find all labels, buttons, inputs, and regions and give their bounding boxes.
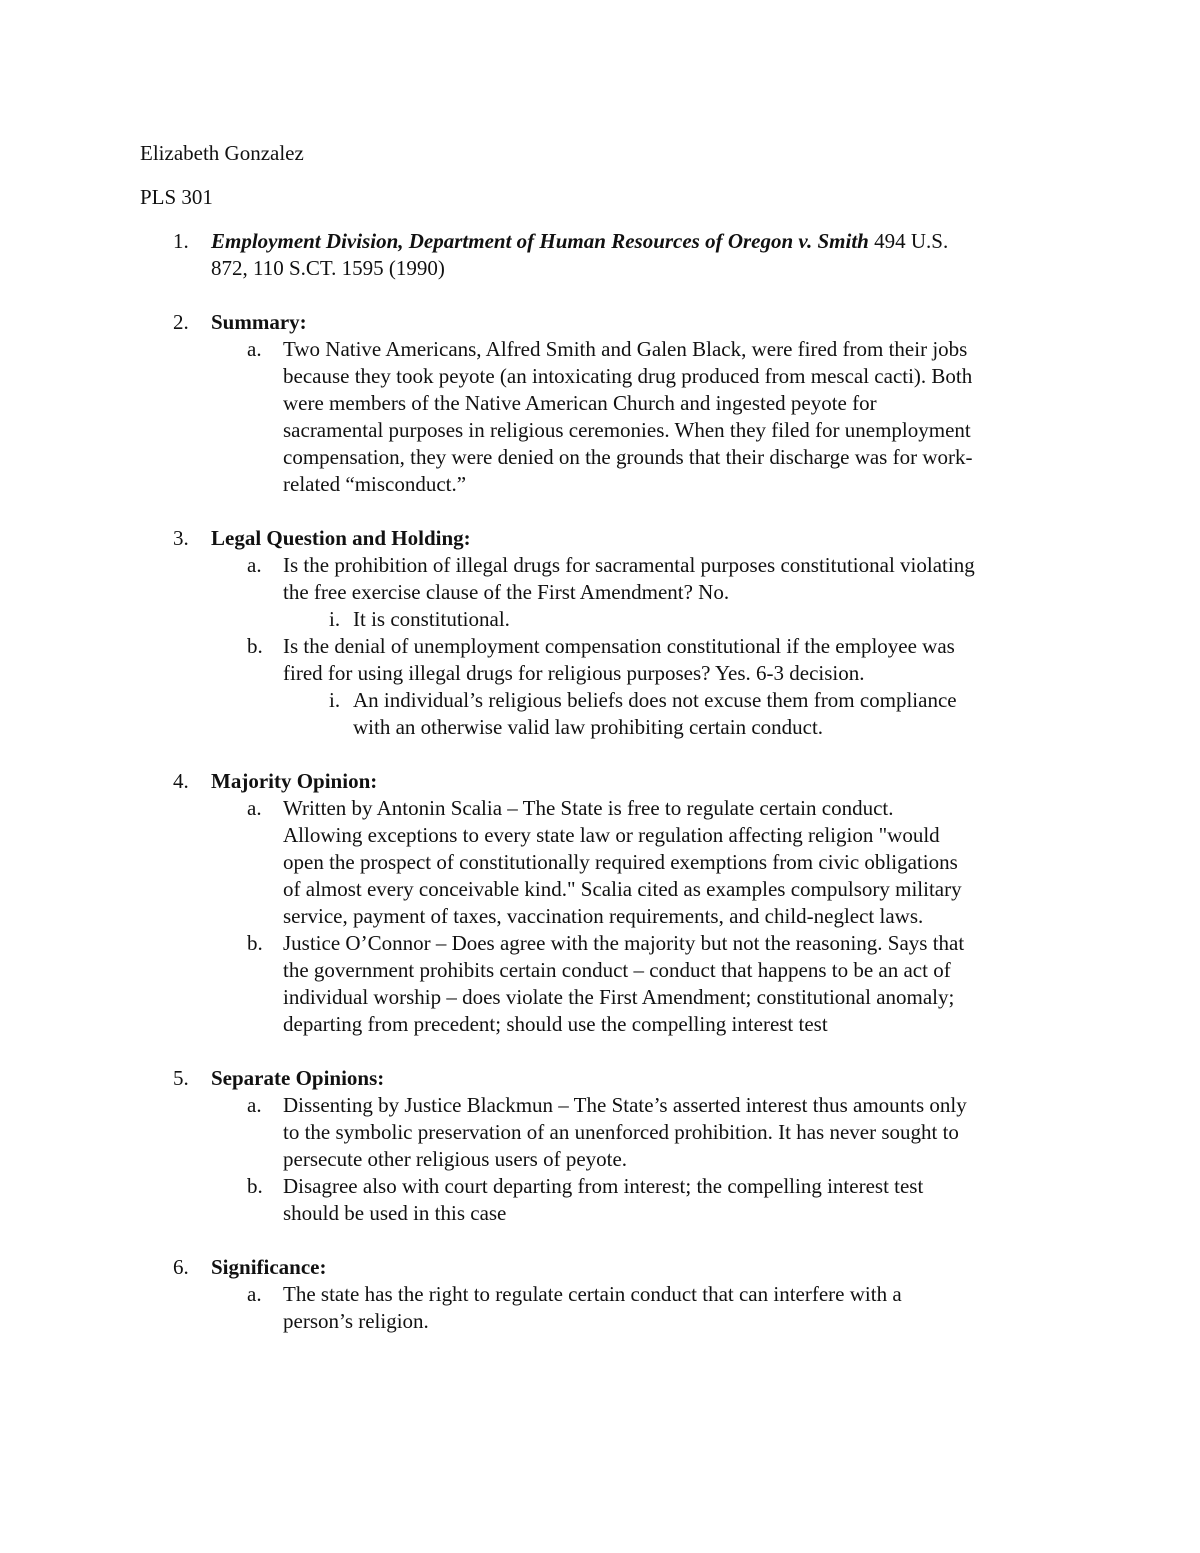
section-body bbox=[211, 1065, 1080, 1227]
text-line: the government prohibits certain conduct – conduct that happens to be an act of bbox=[283, 958, 951, 982]
list-item-marker: a. bbox=[247, 796, 262, 820]
list-item-marker: a. bbox=[247, 1093, 262, 1117]
list-item-text bbox=[283, 930, 1080, 1038]
section-heading: Summary: bbox=[211, 310, 307, 334]
citation-line bbox=[211, 228, 1080, 255]
section-heading: Significance: bbox=[211, 1255, 327, 1279]
section-body bbox=[211, 1254, 1080, 1335]
course-code: PLS 301 bbox=[140, 185, 213, 209]
text-line: Justice O’Connor – Does agree with the majority but not the reasoning. Says that bbox=[283, 931, 965, 955]
section-number: 4. bbox=[173, 769, 189, 793]
list-item-marker: a. bbox=[247, 553, 262, 577]
text-line: Disagree also with court departing from interest; the compelling interest test bbox=[283, 1174, 924, 1198]
nested-list-item-marker: i. bbox=[329, 607, 341, 631]
list-item-text bbox=[283, 1173, 1080, 1227]
text-line: It is constitutional. bbox=[353, 607, 510, 631]
list-item bbox=[211, 795, 1080, 930]
section-4-majority-opinion bbox=[140, 768, 1080, 1038]
text-line: compensation, they were denied on the grounds that their discharge was for work- bbox=[283, 445, 973, 469]
text-line: Is the prohibition of illegal drugs for sacramental purposes constitutional violating bbox=[283, 553, 975, 577]
text-line: departing from precedent; should use the compelling interest test bbox=[283, 1012, 828, 1036]
list-item bbox=[211, 633, 1080, 741]
text-line: individual worship – does violate the First Amendment; constitutional anomaly; bbox=[283, 985, 955, 1009]
text-line: The state has the right to regulate certain conduct that can interfere with a bbox=[283, 1282, 902, 1306]
text-line: were members of the Native American Church and ingested peyote for bbox=[283, 391, 877, 415]
section-heading: Majority Opinion: bbox=[211, 769, 378, 793]
text-line: persecute other religious users of peyote. bbox=[283, 1147, 628, 1171]
nested-list-item-text bbox=[353, 606, 1080, 633]
section-heading: Separate Opinions: bbox=[211, 1066, 385, 1090]
author-name: Elizabeth Gonzalez bbox=[140, 141, 304, 165]
nested-list-item-marker: i. bbox=[329, 688, 341, 712]
list-item bbox=[211, 1092, 1080, 1173]
text-line: Two Native Americans, Alfred Smith and Galen Black, were fired from their jobs bbox=[283, 337, 968, 361]
section-number: 1. bbox=[173, 229, 189, 253]
list-item-text bbox=[283, 633, 1080, 741]
section-number: 6. bbox=[173, 1255, 189, 1279]
text-line: open the prospect of constitutionally required exemptions from civic obligations bbox=[283, 850, 958, 874]
section-5-separate-opinions bbox=[140, 1065, 1080, 1227]
case-title: Employment Division, Department of Human Resources of Oregon v. Smith bbox=[211, 229, 869, 253]
list-item bbox=[211, 336, 1080, 498]
text-line: Allowing exceptions to every state law or regulation affecting religion "would bbox=[283, 823, 940, 847]
section-heading: Legal Question and Holding: bbox=[211, 526, 471, 550]
citation-reporter: 494 U.S. bbox=[868, 229, 949, 253]
text-line: An individual’s religious beliefs does not excuse them from compliance bbox=[353, 688, 957, 712]
list-item-marker: b. bbox=[247, 634, 263, 658]
list-item-text bbox=[283, 336, 1080, 498]
nested-list-item bbox=[283, 687, 1080, 741]
list-item-text bbox=[283, 795, 1080, 930]
text-line: should be used in this case bbox=[283, 1201, 507, 1225]
section-3-legal-question-and-holding bbox=[140, 525, 1080, 741]
list-item-marker: b. bbox=[247, 931, 263, 955]
list-item-text bbox=[283, 552, 1080, 633]
section-2-summary bbox=[140, 309, 1080, 498]
list-item bbox=[211, 1173, 1080, 1227]
text-line: person’s religion. bbox=[283, 1309, 429, 1333]
list-item bbox=[211, 1281, 1080, 1335]
document-page bbox=[140, 140, 1080, 1335]
text-line: sacramental purposes in religious ceremonies. When they filed for unemployment bbox=[283, 418, 971, 442]
nested-list-item bbox=[283, 606, 1080, 633]
section-body bbox=[211, 309, 1080, 498]
section-number: 5. bbox=[173, 1066, 189, 1090]
list-item-marker: a. bbox=[247, 337, 262, 361]
text-line: to the symbolic preservation of an unenforced prohibition. It has never sought to bbox=[283, 1120, 959, 1144]
citation-line: 872, 110 S.CT. 1595 (1990) bbox=[211, 256, 445, 280]
text-line: Is the denial of unemployment compensation constitutional if the employee was bbox=[283, 634, 955, 658]
text-line: with an otherwise valid law prohibiting certain conduct. bbox=[353, 715, 824, 739]
nested-list-item-text bbox=[353, 687, 1080, 741]
section-number: 3. bbox=[173, 526, 189, 550]
text-line: of almost every conceivable kind." Scalia cited as examples compulsory military bbox=[283, 877, 962, 901]
text-line: service, payment of taxes, vaccination requirements, and child-neglect laws. bbox=[283, 904, 924, 928]
list-item-marker: a. bbox=[247, 1282, 262, 1306]
section-body bbox=[211, 525, 1080, 741]
section-6-significance bbox=[140, 1254, 1080, 1335]
text-line: related “misconduct.” bbox=[283, 472, 467, 496]
list-item bbox=[211, 552, 1080, 633]
text-line: the free exercise clause of the First Amendment? No. bbox=[283, 580, 730, 604]
list-item-text bbox=[283, 1281, 1080, 1335]
section-body bbox=[211, 228, 1080, 282]
list-item-marker: b. bbox=[247, 1174, 263, 1198]
text-line: Written by Antonin Scalia – The State is free to regulate certain conduct. bbox=[283, 796, 894, 820]
text-line: fired for using illegal drugs for religious purposes? Yes. 6-3 decision. bbox=[283, 661, 865, 685]
text-line: Dissenting by Justice Blackmun – The State’s asserted interest thus amounts only bbox=[283, 1093, 967, 1117]
section-number: 2. bbox=[173, 310, 189, 334]
list-item-text bbox=[283, 1092, 1080, 1173]
section-body bbox=[211, 768, 1080, 1038]
section-1-case-citation bbox=[140, 228, 1080, 282]
list-item bbox=[211, 930, 1080, 1038]
text-line: because they took peyote (an intoxicating drug produced from mescal cacti). Both bbox=[283, 364, 973, 388]
